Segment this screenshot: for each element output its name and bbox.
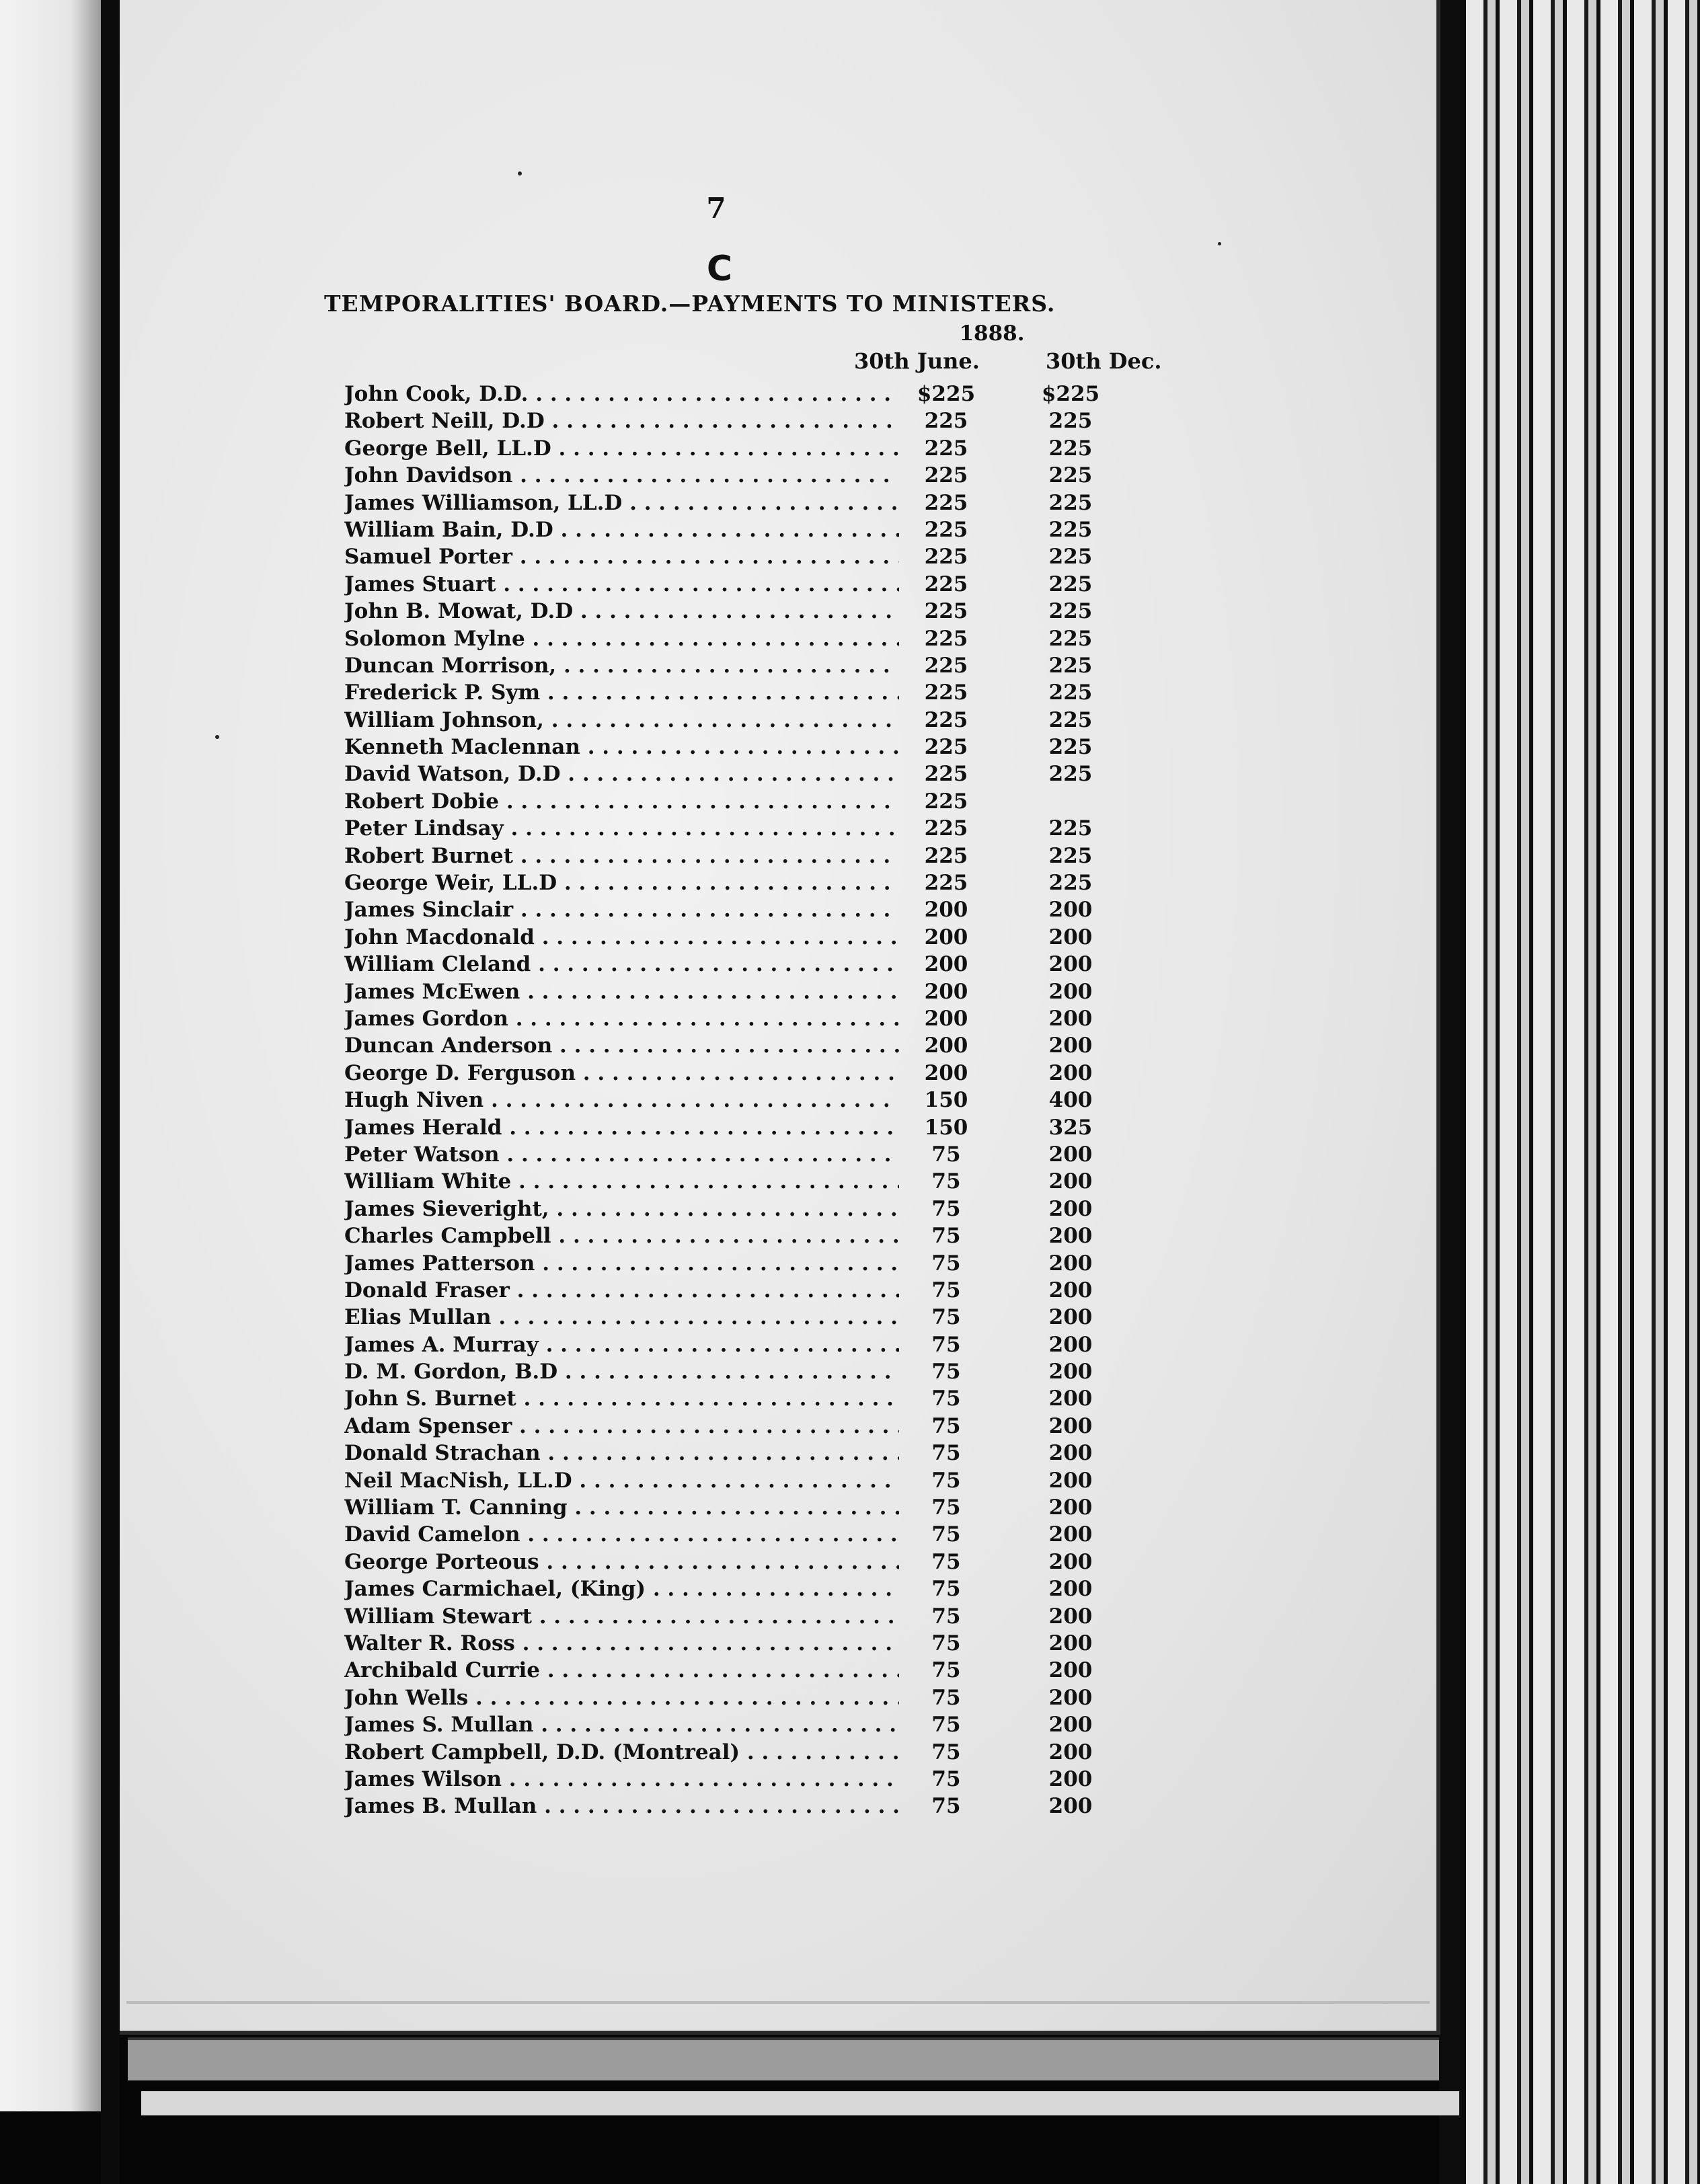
minister-name: James Williamson, LL.D . . . <box>344 490 899 516</box>
table-row <box>344 1277 1118 1304</box>
minister-name: D. M. Gordon, B.D . . . <box>344 1358 899 1385</box>
minister-name: George Weir, LL.D . . . <box>344 869 899 896</box>
minister-name: Archibald Currie . . . <box>344 1657 899 1684</box>
minister-name: William White . . . <box>344 1168 899 1195</box>
june-payment: 225 <box>924 409 968 434</box>
book-gutter <box>101 0 120 2184</box>
june-payment: 225 <box>924 490 968 515</box>
minister-name: George D. Ferguson . . . <box>344 1060 899 1087</box>
june-payment: 75 <box>931 1740 961 1764</box>
table-row <box>344 571 1118 598</box>
table-row <box>344 1521 1118 1548</box>
table-row <box>344 1222 1118 1249</box>
table-row <box>344 1196 1118 1222</box>
dec-payment: 200 <box>1048 1360 1093 1384</box>
june-payment: 75 <box>931 1251 961 1276</box>
june-payment: 200 <box>924 1060 968 1085</box>
minister-name: James Stuart . . . <box>344 571 899 598</box>
dec-payment: 200 <box>1048 1604 1093 1629</box>
minister-name: James Gordon . . . <box>344 1005 899 1032</box>
dec-payment: 200 <box>1048 979 1093 1004</box>
june-payment: 200 <box>924 1006 968 1031</box>
minister-name: Kenneth Maclennan . . . <box>344 734 899 760</box>
minister-name: James Sinclair . . . <box>344 896 899 923</box>
dec-payment: 200 <box>1048 1468 1093 1493</box>
june-payment: 225 <box>924 762 968 787</box>
table-row <box>344 598 1118 625</box>
june-payment: 75 <box>931 1278 961 1302</box>
minister-name: Adam Spenser . . . <box>344 1413 899 1440</box>
june-payment: 75 <box>931 1387 961 1411</box>
minister-name: Donald Strachan . . . <box>344 1440 899 1467</box>
june-payment: 225 <box>924 572 968 596</box>
minister-name: James Wilson . . . <box>344 1766 899 1793</box>
table-row <box>344 924 1118 951</box>
page-number: 7 <box>706 192 726 225</box>
table-row <box>344 407 1118 434</box>
dec-payment: 225 <box>1048 680 1093 705</box>
june-payment: 75 <box>931 1305 961 1330</box>
june-payment: 225 <box>924 545 968 570</box>
table-row <box>344 652 1118 679</box>
minister-name: William Cleland . . . <box>344 951 899 978</box>
table-row <box>344 1413 1118 1440</box>
june-payment: 225 <box>924 789 968 814</box>
dec-payment: 225 <box>1048 490 1093 515</box>
table-row <box>344 707 1118 734</box>
minister-name: Donald Fraser . . . <box>344 1277 899 1304</box>
minister-name: David Watson, D.D . . . <box>344 760 899 787</box>
table-row <box>344 1032 1118 1059</box>
dec-payment: 225 <box>1048 871 1093 896</box>
dec-payment: 200 <box>1048 1549 1093 1574</box>
minister-name: Robert Burnet . . . <box>344 843 899 869</box>
dec-payment: 200 <box>1048 1006 1093 1031</box>
minister-name: Peter Watson . . . <box>344 1141 899 1168</box>
dec-payment: 200 <box>1048 1441 1093 1466</box>
june-payment: 200 <box>924 1034 968 1058</box>
page-title: TEMPORALITIES' BOARD.—PAYMENTS TO MINISTERS. <box>324 290 1056 317</box>
june-payment: 225 <box>924 871 968 896</box>
minister-name: James Carmichael, (King) . . . <box>344 1575 899 1602</box>
minister-name: John Davidson . . . <box>344 462 899 489</box>
right-page-edges <box>1466 0 1700 2184</box>
dec-payment: 200 <box>1048 898 1093 923</box>
june-payment: 75 <box>931 1604 961 1629</box>
table-row <box>344 1331 1118 1358</box>
dec-payment: 225 <box>1048 707 1093 732</box>
june-payment: 225 <box>924 599 968 624</box>
minister-name: George Bell, LL.D . . . <box>344 435 899 462</box>
minister-name: William Stewart . . . <box>344 1603 899 1630</box>
table-row <box>344 760 1118 787</box>
lower-page-edge <box>128 2037 1439 2080</box>
dec-payment: 200 <box>1048 1631 1093 1655</box>
dec-payment: 200 <box>1048 1224 1093 1249</box>
ink-speck <box>1218 242 1221 245</box>
table-row <box>344 435 1118 462</box>
minister-name: Hugh Niven . . . <box>344 1087 899 1114</box>
dec-payment: 225 <box>1048 463 1093 488</box>
left-page-edge <box>0 0 101 2111</box>
table-row <box>344 1250 1118 1277</box>
table-row <box>344 679 1118 706</box>
june-payment: 225 <box>924 517 968 542</box>
dec-payment: 200 <box>1048 1794 1093 1819</box>
june-payment: 75 <box>931 1794 961 1819</box>
june-payment: 75 <box>931 1685 961 1710</box>
dec-payment: 225 <box>1048 572 1093 596</box>
dec-payment: 200 <box>1048 1142 1093 1167</box>
dec-payment: 225 <box>1048 626 1093 651</box>
dec-payment: 200 <box>1048 1685 1093 1710</box>
dec-payment: 200 <box>1048 1278 1093 1302</box>
dec-payment: 200 <box>1048 1766 1093 1791</box>
minister-name: Robert Dobie . . . <box>344 788 899 815</box>
dec-payment: 200 <box>1048 1332 1093 1357</box>
column-header-june: 30th June. <box>854 348 980 374</box>
minister-name: George Porteous . . . <box>344 1549 899 1575</box>
dec-payment: 200 <box>1048 1495 1093 1520</box>
table-row <box>344 1385 1118 1412</box>
minister-name: James S. Mullan . . . <box>344 1711 899 1738</box>
table-row <box>344 1684 1118 1711</box>
page-bottom-rule <box>126 2001 1430 2004</box>
june-payment: 75 <box>931 1360 961 1384</box>
table-row <box>344 381 1118 407</box>
table-row <box>344 815 1118 842</box>
right-edge-shadow <box>1439 0 1469 2184</box>
minister-name: John Cook, D.D. . . . <box>344 381 899 407</box>
june-payment: 225 <box>924 843 968 868</box>
june-payment: 75 <box>931 1169 961 1194</box>
june-payment: 225 <box>924 653 968 678</box>
minister-name: William T. Canning . . . <box>344 1494 899 1521</box>
table-row <box>344 978 1118 1005</box>
dec-payment: 200 <box>1048 1169 1093 1194</box>
june-payment: 75 <box>931 1495 961 1520</box>
minister-name: John B. Mowat, D.D . . . <box>344 598 899 625</box>
year-heading: 1888. <box>959 321 1025 346</box>
minister-name: Neil MacNish, LL.D . . . <box>344 1467 899 1494</box>
table-row <box>344 490 1118 516</box>
june-payment: 75 <box>931 1468 961 1493</box>
minister-name: James A. Murray . . . <box>344 1331 899 1358</box>
ink-speck <box>518 171 522 176</box>
june-payment: 225 <box>924 463 968 488</box>
minister-name: William Bain, D.D . . . <box>344 516 899 543</box>
table-row <box>344 1168 1118 1195</box>
minister-name: James Patterson . . . <box>344 1250 899 1277</box>
dec-payment: 200 <box>1048 1577 1093 1602</box>
june-payment: 225 <box>924 707 968 732</box>
june-payment: 75 <box>931 1549 961 1574</box>
minister-name: Elias Mullan . . . <box>344 1304 899 1331</box>
minister-name: John Macdonald . . . <box>344 924 899 951</box>
dec-payment: 200 <box>1048 1060 1093 1085</box>
dec-payment: 200 <box>1048 1387 1093 1411</box>
dec-payment: 225 <box>1048 517 1093 542</box>
june-payment: 225 <box>924 680 968 705</box>
june-payment: 150 <box>924 1115 968 1140</box>
dec-payment: 200 <box>1048 1658 1093 1683</box>
minister-name: Duncan Anderson . . . <box>344 1032 899 1059</box>
june-payment: 75 <box>931 1713 961 1738</box>
table-row <box>344 543 1118 570</box>
table-row <box>344 843 1118 869</box>
june-payment: 75 <box>931 1441 961 1466</box>
dec-payment: 225 <box>1048 843 1093 868</box>
minister-name: Samuel Porter . . . <box>344 543 899 570</box>
minister-name: Peter Lindsay . . . <box>344 815 899 842</box>
table-row <box>344 951 1118 978</box>
table-row <box>344 1087 1118 1114</box>
dec-payment: 225 <box>1048 599 1093 624</box>
minister-name: John S. Burnet . . . <box>344 1385 899 1412</box>
table-row <box>344 896 1118 923</box>
table-row <box>344 1358 1118 1385</box>
table-row <box>344 625 1118 652</box>
minister-name: Robert Neill, D.D . . . <box>344 407 899 434</box>
june-payment: 200 <box>924 952 968 977</box>
dec-payment: 225 <box>1048 409 1093 434</box>
june-payment: 225 <box>924 626 968 651</box>
table-row <box>344 1549 1118 1575</box>
minister-name: James B. Mullan . . . <box>344 1793 899 1820</box>
dec-payment: 200 <box>1048 1034 1093 1058</box>
june-payment: 225 <box>924 816 968 841</box>
minister-name: David Camelon . . . <box>344 1521 899 1548</box>
table-row <box>344 788 1118 815</box>
table-row <box>344 1494 1118 1521</box>
table-row <box>344 869 1118 896</box>
dec-payment: 225 <box>1048 436 1093 461</box>
table-row <box>344 1575 1118 1602</box>
table-row <box>344 1114 1118 1141</box>
minister-name: Charles Campbell . . . <box>344 1222 899 1249</box>
june-payment: 75 <box>931 1196 961 1221</box>
table-row <box>344 1005 1118 1032</box>
table-row <box>344 1657 1118 1684</box>
table-row <box>344 516 1118 543</box>
table-row <box>344 1630 1118 1657</box>
june-payment: 75 <box>931 1577 961 1602</box>
june-payment: 225 <box>924 735 968 760</box>
table-row <box>344 1060 1118 1087</box>
table-row <box>344 1739 1118 1766</box>
minister-name: Solomon Mylne . . . <box>344 625 899 652</box>
table-row <box>344 1711 1118 1738</box>
june-payment: 200 <box>924 898 968 923</box>
june-payment: 75 <box>931 1766 961 1791</box>
table-row <box>344 1141 1118 1168</box>
june-payment: 75 <box>931 1224 961 1249</box>
june-payment: 75 <box>931 1142 961 1167</box>
dec-payment: 225 <box>1048 816 1093 841</box>
table-row <box>344 1467 1118 1494</box>
table-row <box>344 1603 1118 1630</box>
ink-speck <box>215 735 219 739</box>
dec-payment: 200 <box>1048 952 1093 977</box>
dec-payment: 200 <box>1048 1522 1093 1547</box>
june-payment: $225 <box>917 382 976 406</box>
dec-payment: 200 <box>1048 1413 1093 1438</box>
section-letter: C <box>706 249 733 289</box>
table-row <box>344 1793 1118 1820</box>
minister-name: James McEwen . . . <box>344 978 899 1005</box>
dec-payment: 200 <box>1048 1740 1093 1764</box>
june-payment: 75 <box>931 1631 961 1655</box>
dec-payment: 200 <box>1048 1196 1093 1221</box>
dec-payment: 225 <box>1048 545 1093 570</box>
dec-payment: 225 <box>1048 653 1093 678</box>
minister-name: Frederick P. Sym . . . <box>344 679 899 706</box>
june-payment: 75 <box>931 1658 961 1683</box>
june-payment: 75 <box>931 1332 961 1357</box>
june-payment: 150 <box>924 1088 968 1113</box>
column-header-dec: 30th Dec. <box>1046 348 1162 374</box>
june-payment: 225 <box>924 436 968 461</box>
table-row <box>344 462 1118 489</box>
dec-payment: $225 <box>1041 382 1100 406</box>
june-payment: 200 <box>924 925 968 949</box>
minister-name: Robert Campbell, D.D. (Montreal) . . . <box>344 1739 899 1766</box>
dec-payment: 200 <box>1048 925 1093 949</box>
minister-name: William Johnson, . . . <box>344 707 899 734</box>
minister-name: Duncan Morrison, . . . <box>344 652 899 679</box>
payments-table <box>344 381 1118 1820</box>
dec-payment: 400 <box>1048 1088 1093 1113</box>
dec-payment: 225 <box>1048 762 1093 787</box>
dec-payment: 225 <box>1048 735 1093 760</box>
lower-page-edge-light <box>141 2091 1459 2115</box>
minister-name: John Wells . . . <box>344 1684 899 1711</box>
june-payment: 75 <box>931 1522 961 1547</box>
minister-name: Walter R. Ross . . . <box>344 1630 899 1657</box>
table-row <box>344 1440 1118 1467</box>
dec-payment: 200 <box>1048 1251 1093 1276</box>
dec-payment: 200 <box>1048 1713 1093 1738</box>
table-row <box>344 1766 1118 1793</box>
minister-name: James Sieveright, . . . <box>344 1196 899 1222</box>
june-payment: 75 <box>931 1413 961 1438</box>
june-payment: 200 <box>924 979 968 1004</box>
minister-name: James Herald . . . <box>344 1114 899 1141</box>
dec-payment: 325 <box>1048 1115 1093 1140</box>
dec-payment: 200 <box>1048 1305 1093 1330</box>
table-row <box>344 1304 1118 1331</box>
table-row <box>344 734 1118 760</box>
